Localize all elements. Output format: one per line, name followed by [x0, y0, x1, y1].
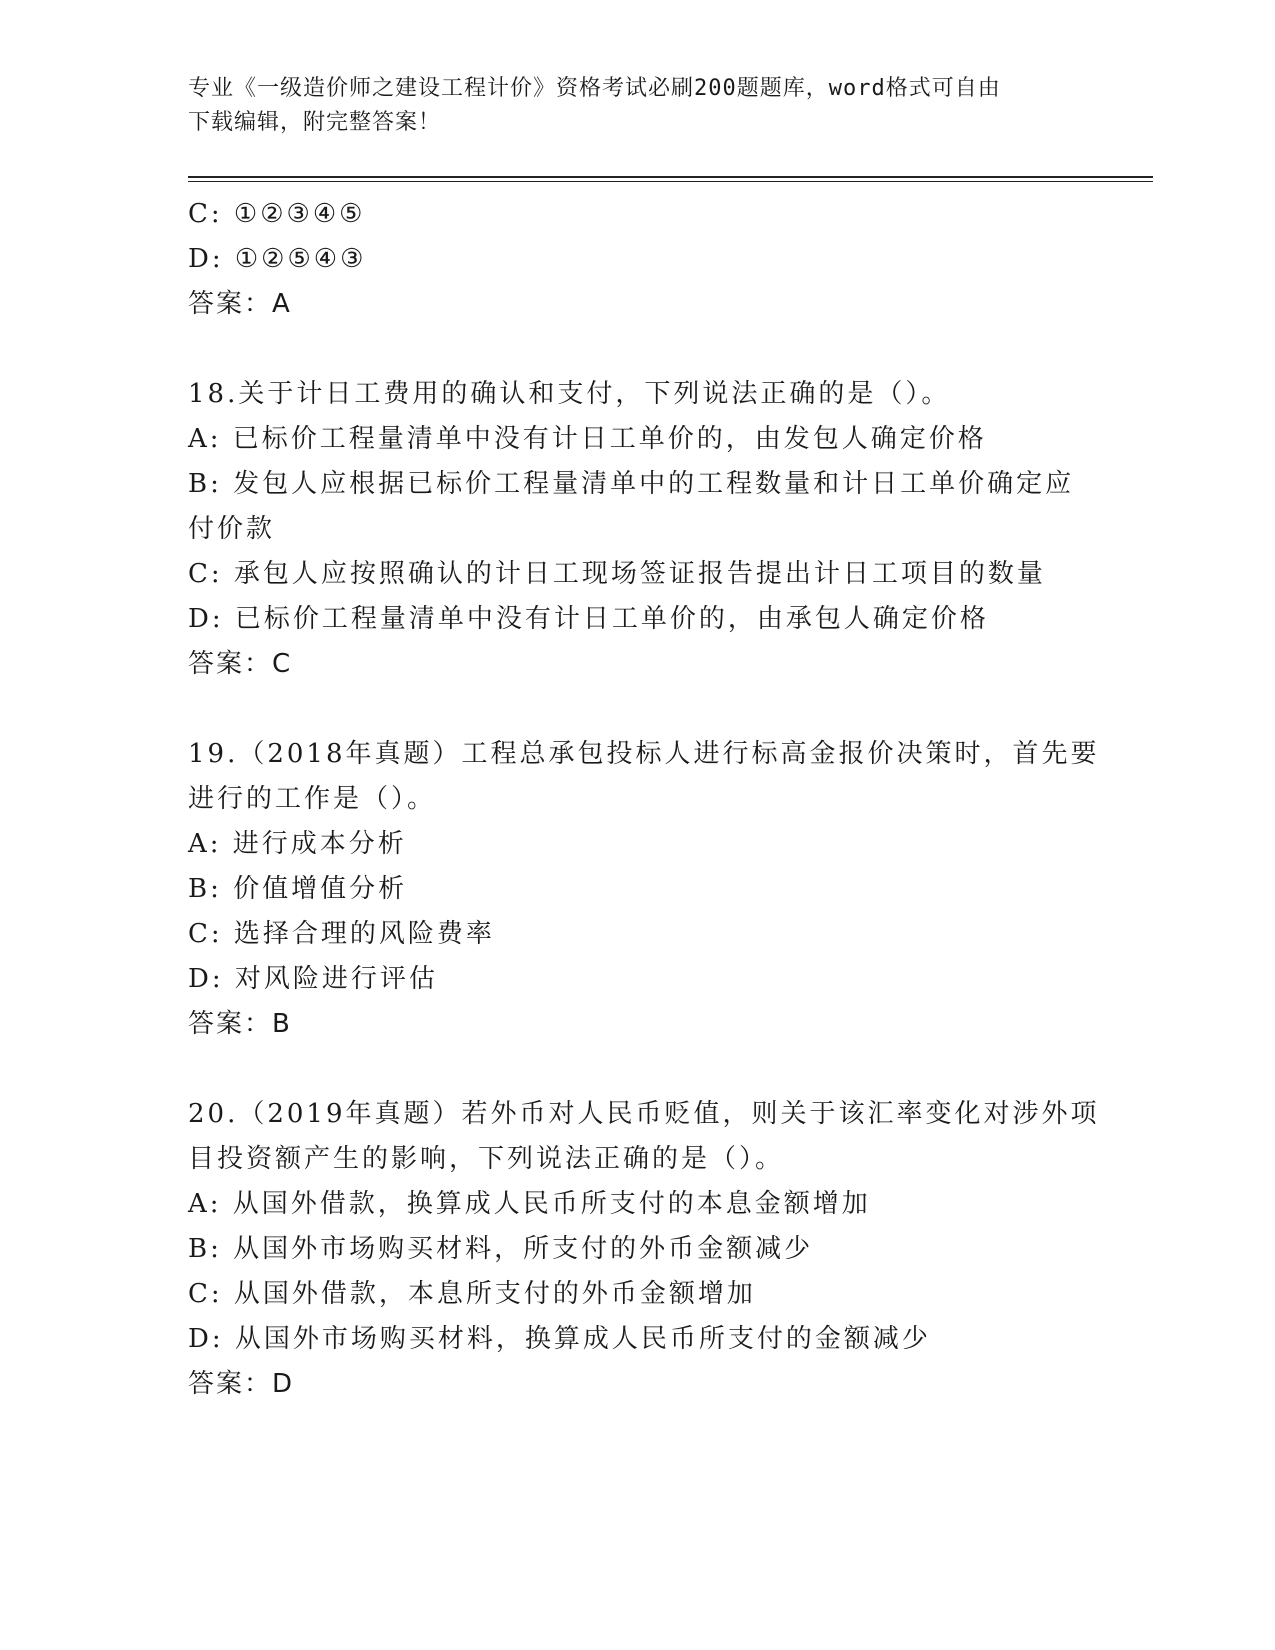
- option-c: C: 承包人应按照确认的计日工现场签证报告提出计日工项目的数量: [188, 559, 1046, 589]
- option-b: B: 价值增值分析: [188, 874, 408, 904]
- header-line-2: 下载编辑，附完整答案！: [188, 110, 442, 135]
- option-d: D: 对风险进行评估: [188, 964, 438, 994]
- header-divider-thick: [188, 176, 1153, 178]
- question-stem: 20.（2019年真题）若外币对人民币贬值，则关于该汇率变化对涉外项: [188, 1099, 1100, 1129]
- option-a: A: 从国外借款，换算成人民币所支付的本息金额增加: [188, 1189, 871, 1219]
- question-stem: 18.关于计日工费用的确认和支付，下列说法正确的是（）。: [188, 379, 951, 409]
- question-block: [188, 732, 1100, 1047]
- question-stem-continued: 进行的工作是（）。: [188, 784, 437, 814]
- option-d: D: 从国外市场购买材料，换算成人民币所支付的金额减少: [188, 1324, 931, 1354]
- option-c: C: 选择合理的风险费率: [188, 919, 495, 949]
- option-b: B: 从国外市场购买材料，所支付的外币金额减少: [188, 1234, 814, 1264]
- spacer: [188, 1047, 1088, 1092]
- question-block: [188, 372, 1088, 687]
- option-c: C: 从国外借款，本息所支付的外币金额增加: [188, 1279, 756, 1309]
- question-stem-continued: 目投资额产生的影响，下列说法正确的是（）。: [188, 1144, 785, 1174]
- answer-label: 答案：A: [188, 289, 292, 319]
- option-c: C: ①②③④⑤: [188, 199, 366, 229]
- spacer: [188, 327, 1088, 372]
- option-a: A: 进行成本分析: [188, 829, 407, 859]
- option-a: A: 已标价工程量清单中没有计日工单价的，由发包人确定价格: [188, 424, 987, 454]
- answer-label: 答案：C: [188, 649, 293, 679]
- answer-label: 答案：D: [188, 1369, 295, 1399]
- header-line-1: 专业《一级造价师之建设工程计价》资格考试必刷200题题库，word格式可自由: [188, 76, 1001, 101]
- option-b: B: 发包人应根据已标价工程量清单中的工程数量和计日工单价确定应: [188, 469, 1075, 499]
- option-d: D: 已标价工程量清单中没有计日工单价的，由承包人确定价格: [188, 604, 989, 634]
- option-d: D: ①②⑤④③: [188, 244, 367, 274]
- answer-label: 答案：B: [188, 1009, 292, 1039]
- page-header: [188, 72, 1088, 140]
- question-stem: 19.（2018年真题）工程总承包投标人进行标高金报价决策时，首先要: [188, 739, 1100, 769]
- spacer: [188, 687, 1088, 732]
- option-b-continued: 付价款: [188, 514, 276, 544]
- question-content: [188, 192, 1100, 1407]
- question-block: [188, 1092, 1100, 1407]
- header-divider-thin: [188, 181, 1153, 182]
